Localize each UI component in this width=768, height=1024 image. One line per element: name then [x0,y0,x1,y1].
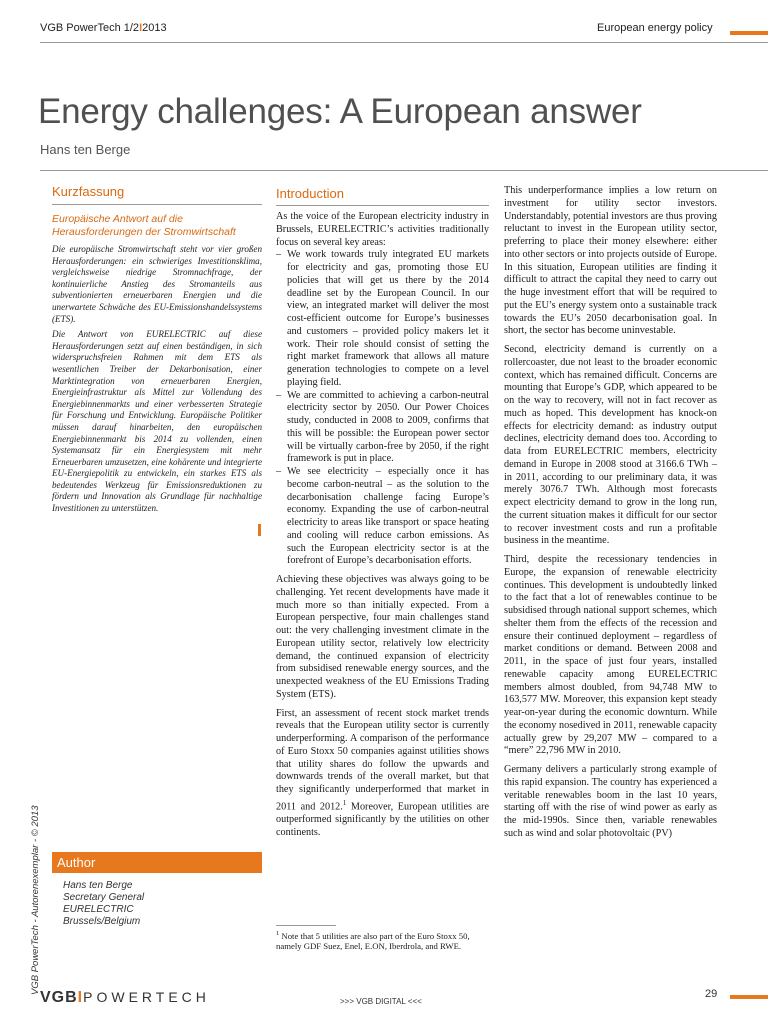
page-number: 29 [705,988,718,1000]
journal-header [40,22,167,34]
footnote-number: 1 [276,930,280,937]
footnote [276,929,489,952]
logo-powertech: POWERTECH [83,989,210,1005]
intro-paragraph-achieving: Achieving these objectives was always going to be challenging. Yet recent developments have made it much more so than initially expected. From a European perspective, four main challenges stand out: the very challenging investment climate in the European utility sector, relatively low electricity demand, the continued expansion of electricity from subsidised renewable energy sources, and the unexpected weakness of the EU Emissions Trading System (ETS). [276,574,489,700]
journal-year: 2013 [142,22,167,34]
author-box-name: Hans ten Berge [63,880,133,891]
section-label: European energy policy [597,22,713,34]
article-author: Hans ten Berge [40,142,131,157]
author-box-city: Brussels/Belgium [63,916,141,927]
col3-paragraph-1: This underperformance implies a low return on investment for utility sector investors. Understandably, potential investors are thus proving reluctant to invest in the European utility sector, preferring to place their money elsewhere: either into other sectors or into projects outside of Europe. In this situation, European utilities are finding it difficult to attract the capital they need to carry out the huge investment effort that will be required to put the EU’s energy system onto a sustainable track towards the EU’s 2050 decarbonisation goal. In short, the sector has become uninvestable. [504,185,717,337]
footnote-ref: 1 [342,798,347,807]
kurzfassung-paragraph-2: Die Antwort von EURELECTRIC auf diese Herausforderungen setzt auf einen beständigen, in sich widerspruchsfreien Rahmen mit dem ETS als wesentlichen Treiber der Dekarbonisation, einer Marktintegration von erneuerbaren Energien, Energieinfrastruktur als Mittel zur Vollendung des Energiebinnenmarkts und einer verbesserten Strategie für Forschung und Entwicklung. Europäische Politiker müssen darauf hinarbeiten, den europäischen Energiebinnenmarkt bis 2014 zu vollenden, einen Systemansatz für ein Energiesystem mit mehr Erneuerbaren umzusetzen, eine kohärente und integrierte EU-Energiepolitik zu entwickeln, ein starkes ETS als bedeutendes Werkzeug für Emissionsreduktionen zu fördern und Innovation als Grundlage für nachhaltige Investitionen zu unterstützen. [52,329,262,514]
footnote-rule [276,925,336,926]
header-rule [40,42,768,43]
kurzfassung-rule [52,204,262,205]
bullet-dash: – [276,389,282,401]
list-item: – We see electricity – especially once it has become carbon-neutral – as the solution to the decarbonisation challenge facing Europe’s economy. Expanding the use of carbon-neutral electricity to areas like transport or space heating and cooling will reduce carbon emissions. As such the European electricity sector is at the forefront of Europe’s decarbonisation efforts. [276,466,489,567]
journal-separator: I [139,22,143,34]
journal-name: VGB PowerTech 1/2 [40,22,140,34]
author-box-org: EURELECTRIC [63,904,134,915]
kurzfassung-end-mark [258,524,261,536]
sidebar-copyright: VGB PowerTech - Autorenexemplar - © 2013 [30,805,41,995]
title-rule [40,170,768,171]
col3-paragraph-2: Second, electricity demand is currently on a rollercoaster, due not least to the broader economic context, which has remained difficult. Concerns are mounting that Europe’s GDP, which appeared to be on the way to recovery, will not in fact recover as much as hoped. This development has knock-on effects for electricity demand: as industry output declines, electricity demand does too. According to data from EURELECTRIC members, electricity demand in Europe in 2008 stood at 3166.6 TWh – in 2011, according to our preliminary data, it was merely 3076.7 TWh. Although most forecasts expect electricity demand to grow in the long run, the current situation makes it difficult for our sector to recover investment costs and run a profitable business in the meantime. [504,344,717,547]
logo-vgb: VGB [40,989,78,1006]
column-three-body [504,185,717,847]
list-item: – We work towards truly integrated EU markets for electricity and gas, promoting those EU policies that will get us there by the 2014 deadline set by the European Council. In our view, an integrated market will deliver the most cost-efficient outcome for Europe’s businesses and customers – provided policy makers let it work. Their role should consist of setting the right market framework that allows all mature generation technologies to compete on a level playing field. [276,249,489,388]
introduction-heading: Introduction [276,186,344,201]
author-box-heading: Author [52,852,262,873]
kurzfassung-body [52,244,262,519]
bullet-dash: – [276,466,282,477]
intro-bullet-list [276,249,489,568]
col3-paragraph-3: Third, despite the recessionary tendencies in Europe, the expansion of renewable electricity continues. This development is undoubtedly linked to the fact that a lot of renewables continue to be subsidised through national support schemes, which shelter them from the effects of the recession and ensure their continued deployment – regardless of market conditions or demand. Between 2008 and 2011, in the space of just four years, installed renewable capacity among EURELECTRIC members almost doubled, from 94,748 MW to 163,577 MW. Moreover, this expansion kept steady year-on-year during the economic downturn. While the economy nosedived in 2011, renewable capacity actually grew by 29,207 MW – compared to a “mere” 22,796 MW in 2010. [504,554,717,757]
footer-logo [40,989,210,1007]
intro-lead: As the voice of the European electricity industry in Brussels, EURELECTRIC’s activities traditionally focus on several key areas: [276,211,489,248]
author-box-role: Secretary General [63,892,145,903]
kurzfassung-paragraph-1: Die europäische Stromwirtschaft steht vor vier großen Herausforderungen: ein schwieriges Investitionsklima, vergleichsweise niedrige Stromnachfrage, der kontinuierliche Anstieg des Stromanteils aus subventionierten erneuerbaren Energien und die unerwartete Schwäche des EU-Emissionshandelssystems (ETS). [52,244,262,324]
footer-center-text: >>> VGB DIGITAL <<< [340,997,422,1006]
footnote-text: Note that 5 utilities are also part of the Euro Stoxx 50, namely GDF Suez, Enel, E.ON, Iberdrola, and RWE. [276,930,470,952]
footer-accent-bar [730,995,768,999]
introduction-rule [276,205,489,206]
logo-separator: I [77,989,84,1006]
bullet-dash: – [276,249,282,261]
kurzfassung-heading: Kurzfassung [52,184,125,199]
kurzfassung-subtitle: Europäische Antwort auf die Herausforderungen der Stromwirtschaft [52,213,236,238]
article-title: Energy challenges: A European answer [38,92,642,131]
intro-paragraph-first: First, an assessment of recent stock market trends reveals that the European utility sector is currently underperforming. A comparison of the performance of Euro Stoxx 50 companies against utilities shows that utility shares do follow the upwards and downwards trends of the overall market, but that they significantly underperformed that market in 2011 and 2012.$^1$ Moreover, European utilities are outperformed significantly by the utilities on other continents. [276,707,489,838]
col3-paragraph-4: Germany delivers a particularly strong example of this rapid expansion. The country has experienced a veritable renewables boom in the last 10 years, starting off with the rise of wind power as early as the mid-1990s. Since then, variable renewables such as wind and solar photovoltaic (PV) [504,764,717,839]
author-box-info [63,880,262,928]
introduction-body [276,211,489,845]
header-accent-bar [730,31,768,35]
list-item: – We are committed to achieving a carbon-neutral electricity sector by 2050. Our Power Choices study, conducted in 2008 to 2009, confirms that this will be possible: the European power sector will be virtually carbon-free by 2050, if the right framework is put in place. [276,389,489,465]
